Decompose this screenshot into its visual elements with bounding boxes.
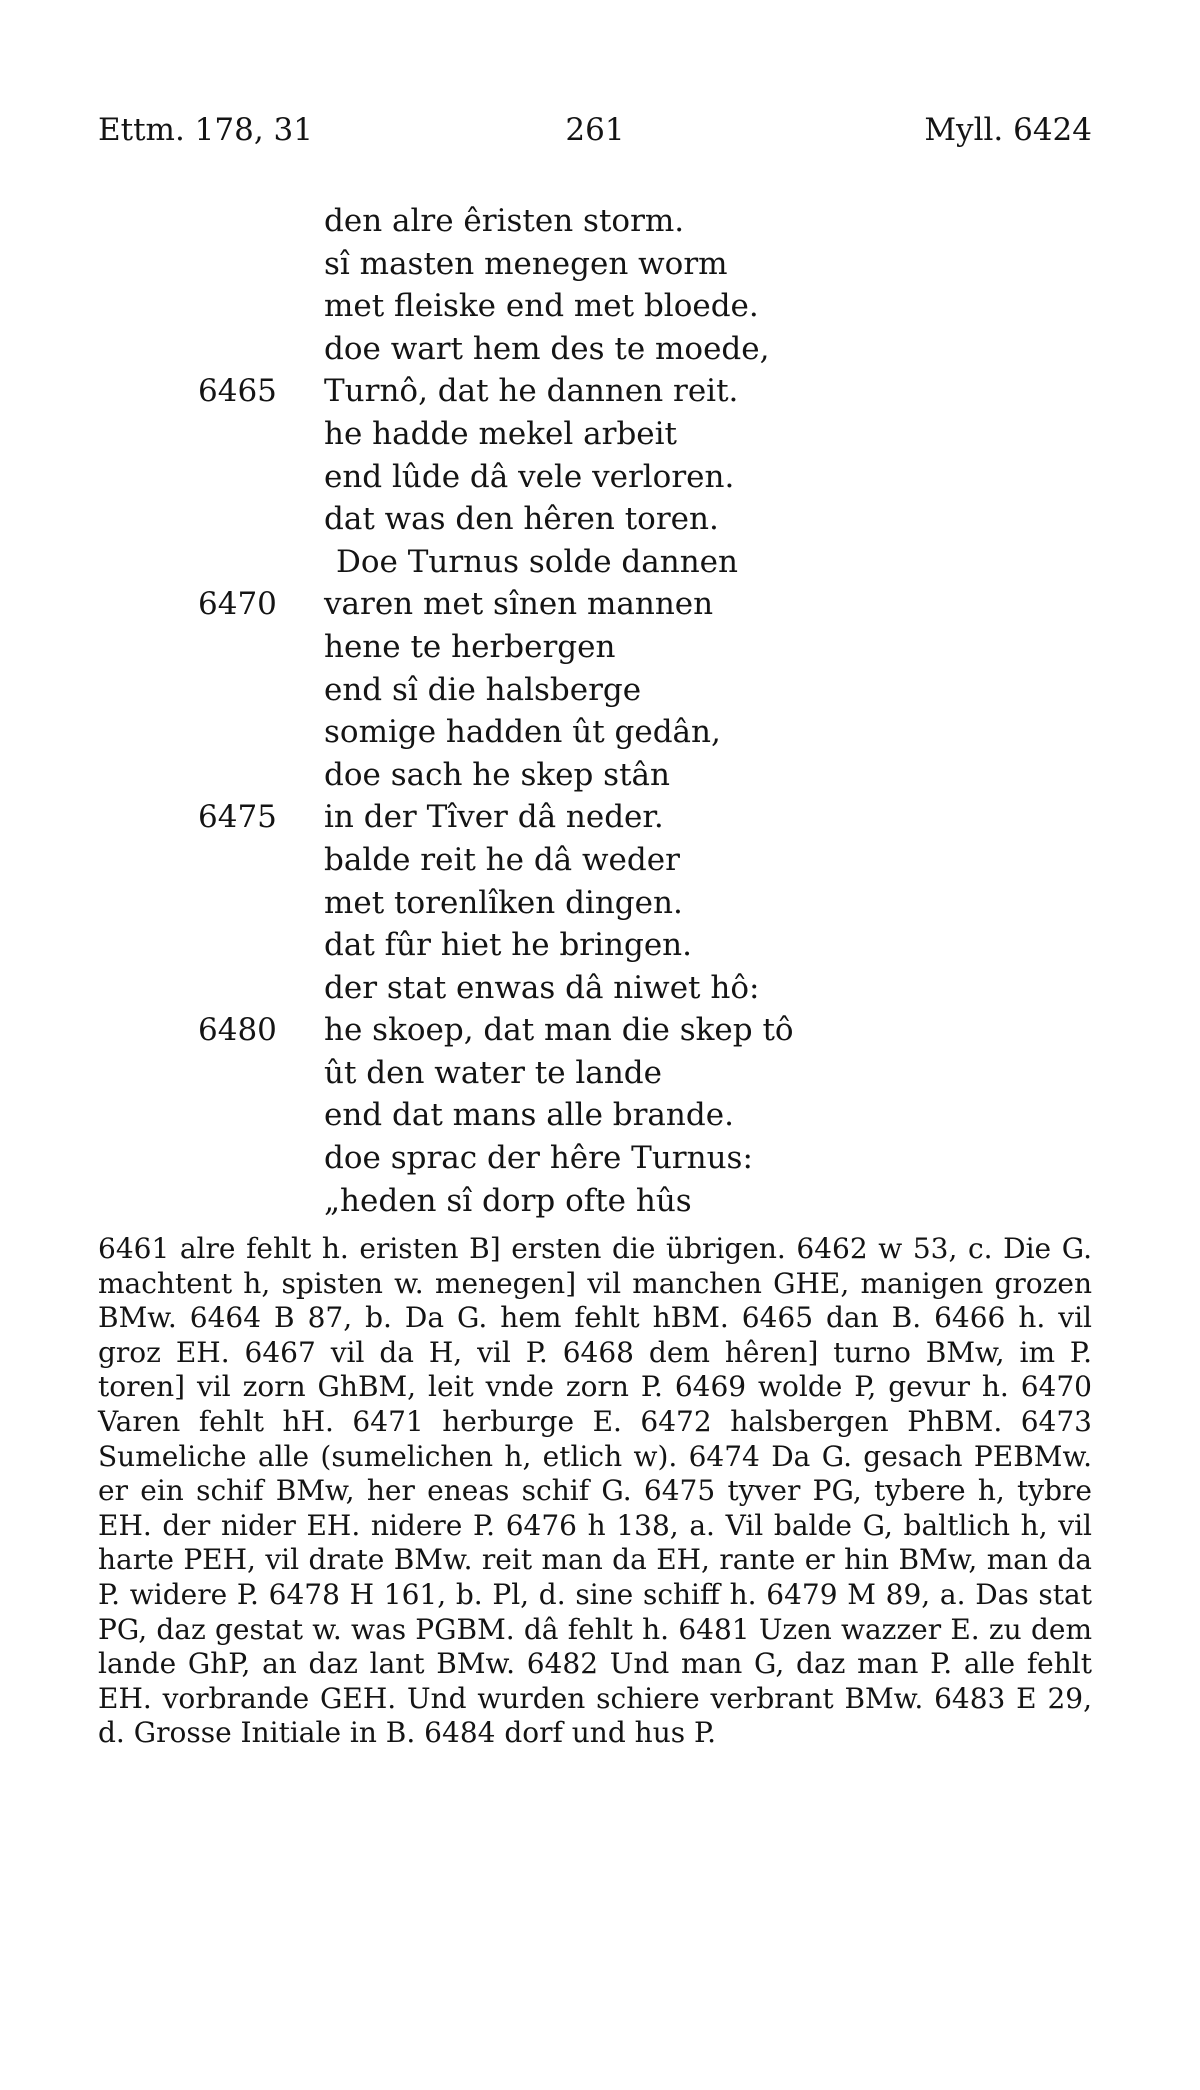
verse-text: sî masten menegen worm <box>324 245 728 282</box>
verse-line <box>198 456 1018 499</box>
verse-line <box>198 1052 1018 1095</box>
verse-line <box>198 200 1018 243</box>
verse-text: end sî die halsberge <box>324 671 642 708</box>
verse-text: ût den water te lande <box>324 1054 662 1091</box>
verse-line <box>198 285 1018 328</box>
header-left-reference: Ettm. 178, 31 <box>98 112 313 148</box>
line-number: 6465 <box>198 373 277 410</box>
verse-text: der stat enwas dâ niwet hô: <box>324 969 760 1006</box>
verse-text: doe wart hem des te moede, <box>324 330 770 367</box>
verse-line <box>198 1137 1018 1180</box>
apparatus-text: 6461 alre fehlt h. eristen B] ersten die übrigen. 6462 w 53, c. Die G. machtent h, spisten w. menegen] vil manchen GHE, manigen grozen BMw. 6464 B 87, b. Da G. hem fehlt hBM. 6465 dan B. 6466 h. vil groz EH. 6467 vil da H, vil P. 6468 dem hêren] turno BMw, im P. toren] vil zorn GhBM, leit vnde zorn P. 6469 wolde P, gevur h. 6470 Varen fehlt hH. 6471 herburge E. 6472 halsbergen PhBM. 6473 Sumeliche alle (sumelichen h, etlich w). 6474 Da G. gesach PEBMw. er ein schif BMw, her eneas schif G. 6475 tyver PG, tybere h, tybre EH. der nider EH. nidere P. 6476 h 138, a. Vil balde G, baltlich h, vil harte PEH, vil drate BMw. reit man da EH, rante er hin BMw, man da P. widere P. 6478 H 161, b. Pl, d. sine schiff h. 6479 M 89, a. Das stat PG, daz gestat w. was PGBM. dâ fehlt h. 6481 Uzen wazzer E. zu dem lande GhP, an daz lant BMw. 6482 Und man G, daz man P. alle fehlt EH. vorbrande GEH. Und wurden schiere verbrant BMw. 6483 E 29, d. Grosse Initiale in B. 6484 dorf und hus P. <box>98 1232 1092 1750</box>
verse-line <box>198 796 1018 839</box>
verse-text: met torenlîken dingen. <box>324 884 683 921</box>
verse-text: doe sprac der hêre Turnus: <box>324 1140 753 1177</box>
verse-line <box>198 1094 1018 1137</box>
verse-line <box>198 669 1018 712</box>
verse-text: doe sach he skep stân <box>324 756 670 793</box>
verse-text: „heden sî dorp ofte hûs <box>324 1182 692 1219</box>
verse-line <box>198 1180 1018 1223</box>
verse-text: he hadde mekel arbeit <box>324 415 678 452</box>
verse-line <box>198 541 1018 584</box>
verse-text: Doe Turnus solde dannen <box>336 543 738 580</box>
verse-line <box>198 967 1018 1010</box>
verse-text: hene te herbergen <box>324 628 616 665</box>
line-number: 6475 <box>198 799 277 836</box>
header-right-reference: Myll. 6424 <box>924 112 1092 148</box>
verse-block <box>198 200 1018 1222</box>
verse-text: den alre êristen storm. <box>324 203 685 239</box>
verse-line <box>198 711 1018 754</box>
verse-line <box>198 924 1018 967</box>
verse-text: end lûde dâ vele verloren. <box>324 458 735 495</box>
verse-line <box>198 839 1018 882</box>
line-number: 6480 <box>198 1012 277 1049</box>
verse-text: varen met sînen mannen <box>324 586 714 623</box>
verse-text: balde reit he dâ weder <box>324 841 680 878</box>
verse-line <box>198 626 1018 669</box>
verse-text: he skoep, dat man die skep tô <box>324 1012 794 1049</box>
verse-text: dat fûr hiet he bringen. <box>324 927 693 964</box>
verse-text: in der Tîver dâ neder. <box>324 799 664 836</box>
verse-line <box>198 754 1018 797</box>
verse-line <box>198 243 1018 286</box>
verse-line <box>198 583 1018 626</box>
page-number: 261 <box>565 112 625 148</box>
running-header <box>98 112 1092 162</box>
verse-line <box>198 1009 1018 1052</box>
verse-text: somige hadden ût gedân, <box>324 714 721 751</box>
verse-line <box>198 498 1018 541</box>
verse-text: Turnô, dat he dannen reit. <box>324 373 739 410</box>
critical-apparatus <box>98 1232 1092 1751</box>
verse-line <box>198 370 1018 413</box>
verse-line <box>198 882 1018 925</box>
line-number: 6470 <box>198 586 277 623</box>
verse-text: end dat mans alle brande. <box>324 1097 734 1134</box>
verse-line <box>198 413 1018 456</box>
verse-line <box>198 328 1018 371</box>
verse-text: dat was den hêren toren. <box>324 501 719 538</box>
verse-text: met fleiske end met bloede. <box>324 288 759 325</box>
